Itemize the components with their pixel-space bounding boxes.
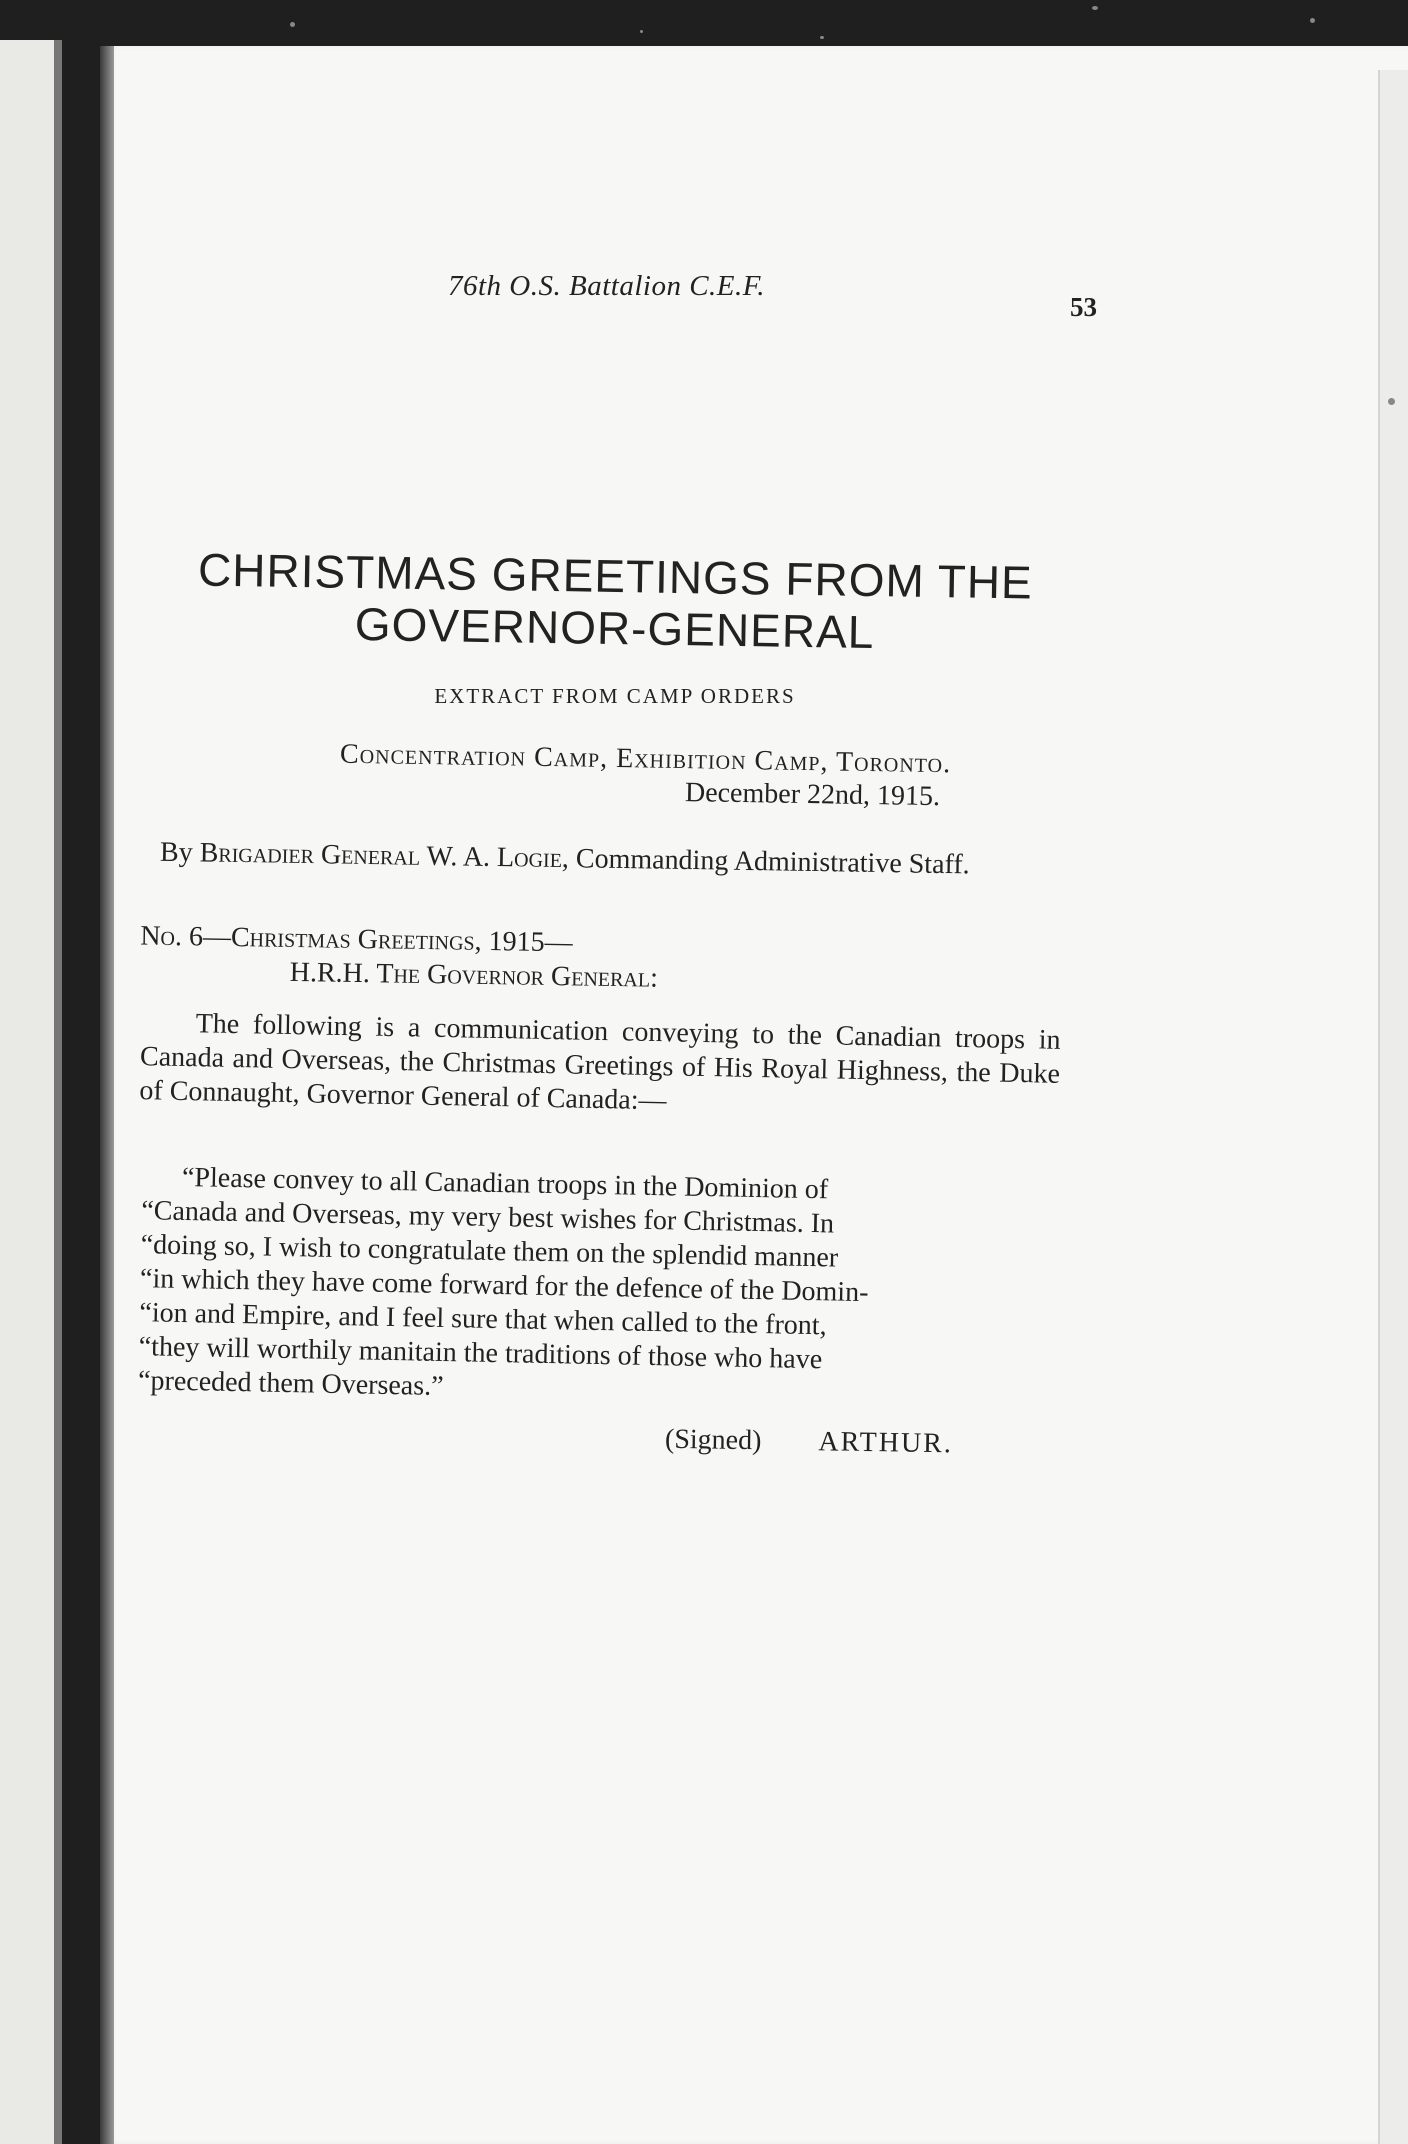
page-fore-edge — [1378, 70, 1408, 2144]
order-line-2: H.R.H. The Governor General: — [289, 956, 659, 994]
authority-prefix: By — [159, 836, 200, 869]
dateline-place: Concentration Camp, Exhibition Camp, Toronto. — [339, 738, 952, 780]
running-title: 76th O.S. Battalion C.E.F. — [448, 270, 765, 302]
title-line-1: CHRISTMAS GREETINGS FROM THE — [197, 543, 1034, 609]
binding-shadow — [100, 46, 114, 2144]
quote-line: “Please convey to all Canadian troops in the Dominion of — [181, 1161, 829, 1206]
title-line-2: GOVERNOR-GENERAL — [354, 597, 875, 659]
previous-page-edge — [0, 40, 58, 2144]
body-paragraph: The following is a communication conveying to the Canadian troops in Canada and Overseas, the Christmas Greetings of His Royal Highness, the Duke of Connaught, Governor General of Canada:— — [139, 1008, 1061, 1117]
quote-line: “doing so, I wish to congratulate them on the splendid manner — [140, 1229, 839, 1274]
quote-line: “in which they have come forward for the defence of the Domin- — [139, 1263, 869, 1309]
order-heading — [140, 920, 1091, 1003]
order-line-1: No. 6—Christmas Greetings, 1915— — [140, 920, 573, 959]
quote-line: “preceded them Overseas.” — [137, 1365, 444, 1403]
page-content — [137, 270, 1097, 1460]
signature-name: ARTHUR. — [818, 1426, 954, 1460]
quoted-message — [138, 1160, 1062, 1416]
running-head — [140, 270, 1097, 330]
page-number: 53 — [1070, 292, 1097, 322]
quote-line: “ion and Empire, and I feel sure that when called to the front, — [139, 1297, 827, 1342]
quote-line: “they will worthily manitain the traditions of those who have — [138, 1331, 823, 1376]
quote-line: “Canada and Overseas, my very best wishes for Christmas. In — [141, 1195, 835, 1240]
authority-name: Brigadier General W. A. Logie — [199, 837, 563, 875]
page-gutter-shadow — [54, 40, 62, 2144]
signature-label: (Signed) — [664, 1423, 762, 1457]
authority-rest: , Commanding Administrative Staff. — [561, 843, 970, 881]
authority-line — [140, 835, 1110, 884]
subtitle: EXTRACT FROM CAMP ORDERS — [434, 684, 796, 708]
page-title — [139, 543, 1091, 662]
dateline-date: December 22nd, 1915. — [684, 777, 941, 813]
